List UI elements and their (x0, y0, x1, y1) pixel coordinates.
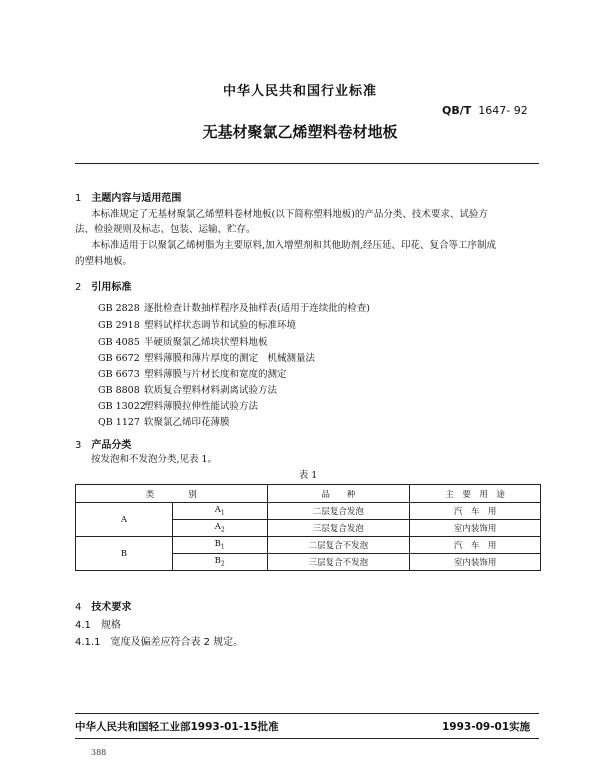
effective-date: 1993-09-01实施 (442, 721, 531, 733)
reference-name: 塑料薄膜与片材长度和宽度的测定 (144, 369, 287, 380)
sub-index: 1 (220, 543, 225, 551)
sub-index: 2 (220, 526, 225, 534)
header-category: 类 别 (76, 485, 268, 503)
paragraph-line: 本标准规定了无基材聚氯乙烯塑料卷材地板(以下简称塑料地板)的产品分类、技术要求、试验方 (91, 209, 488, 220)
section-number: 2 (75, 282, 82, 293)
standard-code (442, 104, 528, 117)
sub-category-cell (172, 520, 267, 537)
reference-item (98, 350, 315, 364)
sub-letter: A (214, 505, 221, 516)
section-title: 引用标准 (91, 282, 132, 293)
sub-category-cell (172, 503, 267, 520)
table-caption: 表 1 (298, 470, 318, 481)
reference-name: 塑料试样状态调节和试验的标准环境 (144, 320, 297, 331)
header-use: 主 要 用 途 (410, 485, 541, 503)
reference-item (98, 366, 287, 380)
reference-code: GB 6672 (98, 353, 140, 364)
reference-name: 塑料薄膜和薄片厚度的测定 机械测量法 (144, 353, 316, 364)
reference-item (98, 382, 277, 396)
reference-name: 软聚氯乙烯印花薄膜 (144, 417, 230, 428)
standard-header: 中华人民共和国行业标准 (222, 84, 377, 99)
header-variety: 品 种 (267, 485, 410, 503)
sub-letter: B (214, 539, 221, 550)
section-2-heading (75, 278, 131, 293)
reference-name: 塑料薄膜拉伸性能试验方法 (144, 401, 259, 412)
section-number: 1 (75, 193, 82, 204)
sub-category-cell (172, 554, 267, 571)
reference-name: 软质复合塑料材料剥离试验方法 (144, 385, 278, 396)
use-cell: 汽 车 用 (410, 503, 541, 520)
use-cell: 室内装饰用 (410, 520, 541, 537)
reference-code: GB 13022 (98, 401, 146, 412)
reference-code: GB 2828 (98, 303, 140, 314)
header-rule (75, 163, 539, 164)
sub-category-cell (172, 537, 267, 554)
code-number: 1647- 92 (478, 104, 528, 117)
reference-code: GB 2918 (98, 320, 140, 331)
reference-code: GB 4085 (98, 337, 140, 348)
paragraph-line: 的塑料地板。 (75, 256, 133, 267)
section-number: 3 (75, 440, 82, 451)
reference-item (98, 334, 268, 348)
section-title: 技术要求 (91, 602, 132, 613)
reference-code: QB 1127 (98, 417, 140, 428)
use-cell: 室内装饰用 (410, 554, 541, 571)
use-cell: 汽 车 用 (410, 537, 541, 554)
variety-cell: 二层复合不发泡 (267, 537, 410, 554)
section-title: 主题内容与适用范围 (91, 193, 182, 204)
reference-name: 半硬质聚氯乙烯块状塑料地板 (144, 337, 268, 348)
reference-item (98, 300, 370, 314)
reference-item (98, 398, 258, 412)
reference-name: 逐批检查计数抽样程序及抽样表(适用于连续批的检查) (144, 303, 370, 314)
variety-cell: 二层复合发泡 (267, 503, 410, 520)
reference-item (98, 414, 230, 428)
footer-bottom-rule (75, 738, 539, 739)
sub-letter: A (214, 522, 221, 533)
subsection-number: 4.1.1 (75, 637, 101, 648)
reference-item (98, 317, 296, 331)
footer-rule (75, 713, 539, 714)
subsection-4-1-1 (75, 633, 243, 648)
classification-table (75, 484, 541, 571)
subsection-number: 4.1 (75, 620, 91, 631)
section-3-heading (75, 436, 131, 451)
variety-cell: 三层复合不发泡 (267, 554, 410, 571)
variety-cell: 三层复合发泡 (267, 520, 410, 537)
section-title: 产品分类 (91, 440, 132, 451)
code-prefix: QB/T (442, 104, 472, 117)
section-number: 4 (75, 602, 82, 613)
table-row (76, 537, 541, 554)
section-1-heading (75, 189, 181, 204)
paragraph-line: 按发泡和不发泡分类,见表 1。 (91, 454, 218, 465)
group-cell: A (76, 503, 173, 537)
table-row (76, 503, 541, 520)
sub-letter: B (214, 556, 221, 567)
sub-index: 1 (220, 509, 225, 517)
subsection-4-1 (75, 616, 121, 631)
reference-code: GB 6673 (98, 369, 140, 380)
paragraph-line: 本标准适用于以聚氯乙烯树脂为主要原料,加入增塑剂和其他助剂,经压延、印花、复合等工序制成 (91, 240, 497, 251)
sub-index: 2 (220, 560, 225, 568)
paragraph-line: 法、检验规则及标志、包装、运输、贮存。 (75, 224, 256, 235)
subsection-text: 宽度及偏差应符合表 2 规定。 (110, 637, 244, 648)
table-header-row (76, 485, 541, 503)
reference-code: GB 8808 (98, 385, 140, 396)
group-cell: B (76, 537, 173, 571)
section-4-heading (75, 598, 131, 613)
document-title: 无基材聚氯乙烯塑料卷材地板 (202, 123, 398, 141)
page-number: 388 (91, 748, 107, 757)
subsection-title: 规格 (100, 620, 121, 631)
approval-text: 中华人民共和国轻工业部1993-01-15批准 (75, 721, 279, 733)
